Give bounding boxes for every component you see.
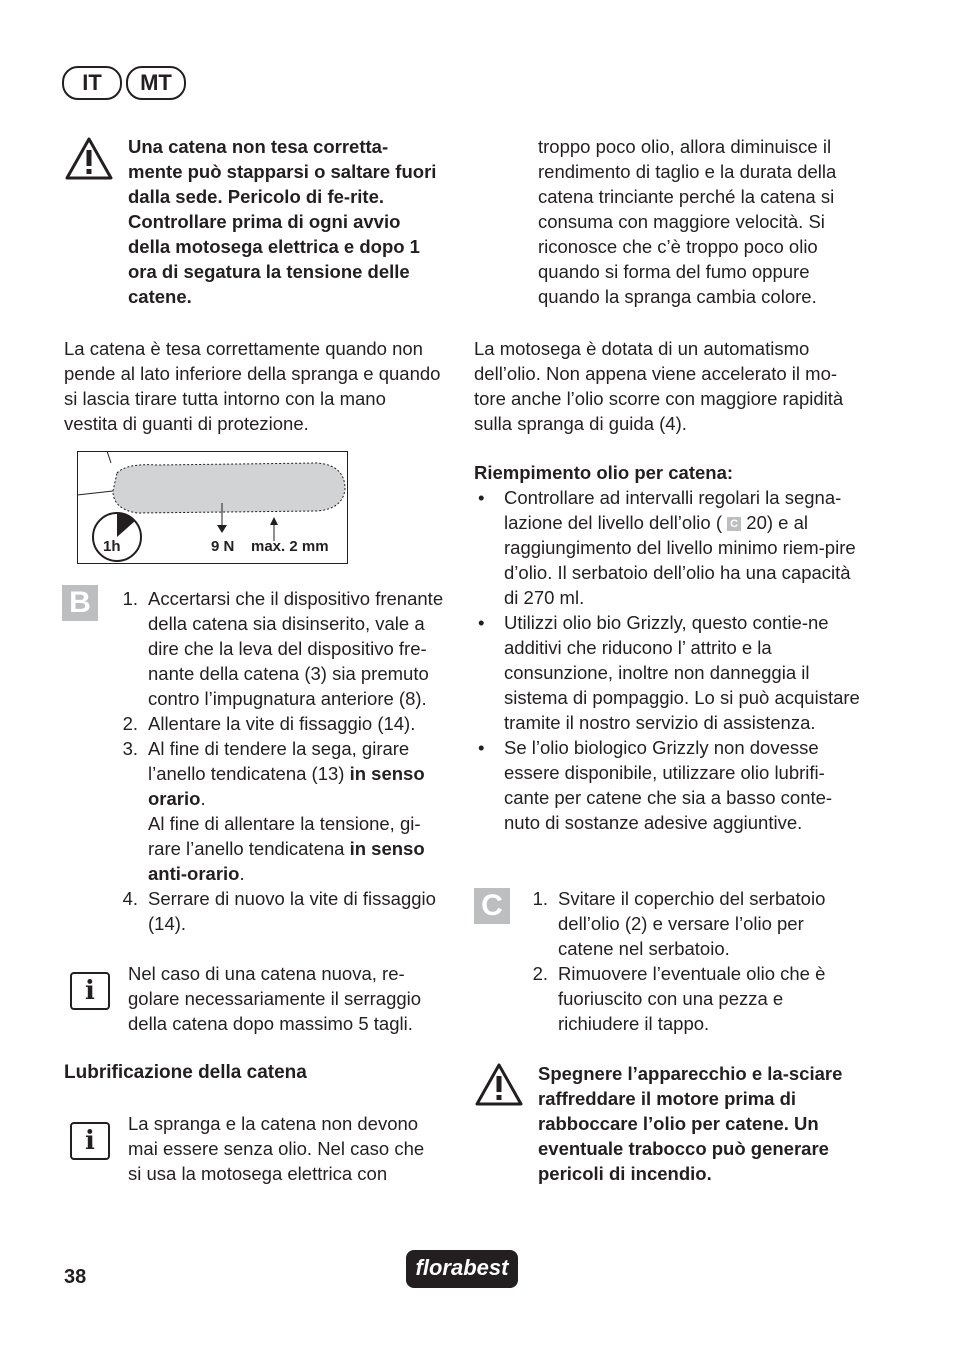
warning-icon (64, 136, 114, 182)
info-icon: i (70, 972, 110, 1010)
list-item: 3. Al fine di tendere la sega, girare l’anello tendicatena (13) in senso orario. Al fine di allentare la tensione, gi-rare l’anello tendicatena in senso anti-orario. (122, 738, 425, 884)
oil-fill-steps-list (518, 886, 848, 1036)
warning-icon (474, 1062, 524, 1108)
list-item: 4. Serrare di nuovo la vite di fissaggio (14). (122, 888, 436, 934)
list-item: • Controllare ad intervalli regolari la segna-lazione del livello dell’olio ( C 20) e al raggiungimento del livello minimo riem-pire d’olio. Il serbatoio dell’olio ha una capacità di 270 ml. (474, 485, 862, 610)
list-item: 1. Accertarsi che il dispositivo frenante della catena sia disinserito, vale a dire che la leva del dispositivo fre-nante della catena (3) sia premuto contro l’impugnatura anteriore (8). (122, 588, 444, 709)
section-b-badge: B (62, 585, 98, 621)
tension-steps-list (108, 586, 448, 936)
figure-label-9n: 9 N (211, 538, 235, 555)
chain-tension-warning: Una catena non tesa corretta-mente può stapparsi o saltare fuori dalla sede. Pericolo di fe-rite. Controllare prima di ogni avvio della motosega elettrica e dopo 1 ora di segatura la tensione delle catene. (128, 136, 437, 307)
list-item: 2. Allentare la vite di fissaggio (14). (122, 713, 416, 734)
lang-it-badge: IT (62, 66, 122, 100)
fill-oil-heading: Riempimento olio per catena: (474, 462, 734, 483)
list-item: • Se l’olio biologico Grizzly non dovesse essere disponibile, utilizzare olio lubrifi-cante per catene che sia a basso conte-nuto di sostanze adesive aggiuntive. (474, 735, 862, 835)
list-item: 2. Rimuovere l’eventuale olio che è fuoriuscito con una pezza e richiudere il tappo. (532, 963, 826, 1034)
oil-info: La spranga e la catena non devono mai essere senza olio. Nel caso che si usa la motosega elettrica con (128, 1113, 425, 1184)
section-c-ref-badge: C (727, 517, 741, 531)
florabest-logo: florabest (406, 1250, 518, 1288)
fire-hazard-warning: Spegnere l’apparecchio e la-sciare raffreddare il motore prima di rabboccare l’olio per catene. Un eventuale trabocco può generare pericoli di incendio. (538, 1063, 843, 1184)
list-item: 1. Svitare il coperchio del serbatoio dell’olio (2) e versare l’olio per catene nel serbatoio. (532, 888, 826, 959)
figure-label-1h: 1h (103, 538, 121, 555)
new-chain-info: Nel caso di una catena nuova, re-golare necessariamente il serraggio della catena dopo massimo 5 tagli. (128, 963, 422, 1034)
language-badges (62, 66, 186, 100)
lubrication-heading: Lubrificazione della catena (64, 1062, 307, 1083)
section-c-badge: C (474, 888, 510, 924)
figure-label-max: max. 2 mm (251, 538, 329, 555)
lang-mt-badge: MT (126, 66, 186, 100)
list-item: • Utilizzi olio bio Grizzly, questo contie-ne additivi che riducono l’ attrito e la consunzione, inoltre non danneggia il sistema di pompaggio. Lo si può acquistare tramite il nostro servizio di assistenza. (474, 610, 862, 735)
info-icon: i (70, 1122, 110, 1160)
chain-tension-figure (77, 451, 348, 564)
auto-oil-paragraph: La motosega è dotata di un automatismo dell’olio. Non appena viene accelerato il mo-tore anche l’olio scorre con maggiore rapidità sulla spranga di guida (4). (474, 338, 844, 434)
page-number: 38 (64, 1266, 87, 1288)
oil-bullet-list (474, 485, 862, 835)
oil-continued-paragraph: troppo poco olio, allora diminuisce il rendimento di taglio e la durata della catena trinciante perché la catena si consuma con maggiore velocità. Si riconosce che c’è troppo poco olio quando si forma del fumo oppure quando la spranga cambia colore. (538, 136, 837, 307)
tension-check-paragraph: La catena è tesa correttamente quando non pende al lato inferiore della spranga e quando si lascia tirare tutta intorno con la mano vestita di guanti di protezione. (64, 338, 441, 434)
